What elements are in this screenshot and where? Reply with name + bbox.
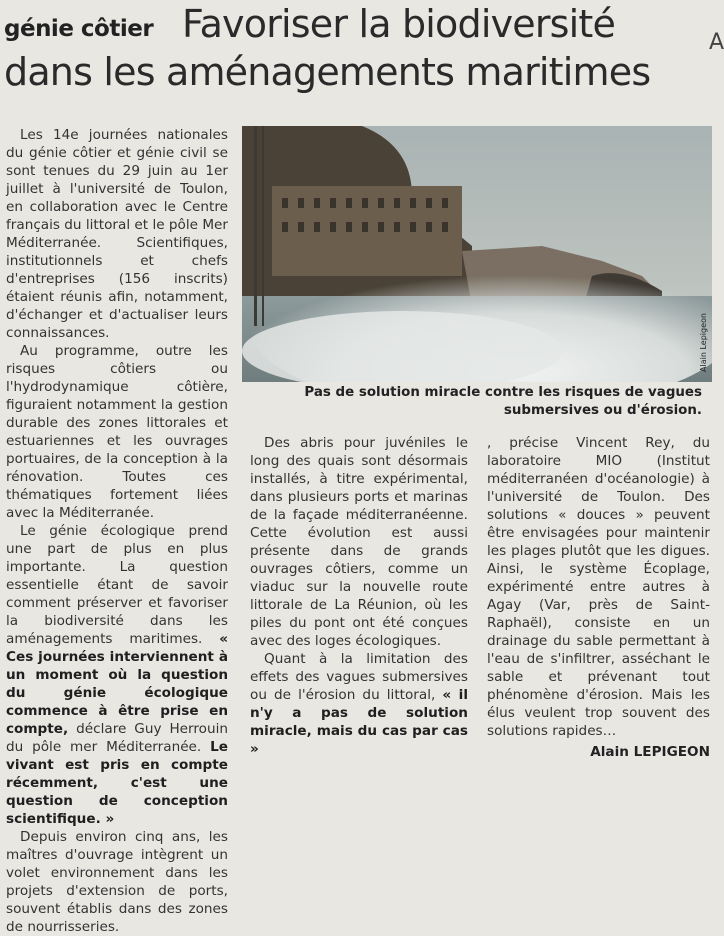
paragraph-programme: Au programme, outre les risques côtiers ou l'hydrodynamique côtière, figuraient notamment la gestion durable des zones littorales et estuariennes et les ouvrages portuaires, de la conception à la rénovation. Toutes ces thématiques fortement liées avec la Méditerranée. [6,343,228,521]
photo-credit: Alain Lepigeon [699,313,708,372]
quote-herrouin-1: « Ces journées interviennent à un moment où la question du génie écologique commence à être prise en compte, [6,631,228,737]
limitation-text: Quant à la limitation des effets des vagues submersives ou de l'érosion du littoral, [250,651,468,703]
article-column-1 [6,126,228,936]
headline-line-1: Favoriser la biodiversité [182,2,616,46]
article-column-3 [487,434,710,740]
paragraph-limitation [250,650,468,758]
quote-herrouin-2: Le vivant est pris en compte récemment, c'est une question de conception scientifique. » [6,739,228,827]
paragraph-ecology [6,522,228,828]
quote-rey: « il n'y a pas de solution miracle, mais du cas par cas » [250,687,468,757]
author-byline: Alain LEPIGEON [590,744,710,760]
paragraph-abris: Des abris pour juvéniles le long des quais sont désormais installés, à titre expérimental, dans plusieurs ports et marinas de la façade méditerranéenne. Cette évolution est aussi présente dans de grands ouvrages côtiers, comme un viaduc sur la nouvelle route littorale de La Réunion, où les piles du pont ont été conçues avec des loges écologiques. [250,435,468,649]
paragraph-maitres-ouvrage: Depuis environ cinq ans, les maîtres d'ouvrage intègrent un volet environnement dans les projets d'extension de ports, souvent établis dans des zones de nourrisseries. [6,829,228,935]
page-edge-mark: A [708,30,724,55]
headline [4,0,650,96]
ecology-text: Le génie écologique prend une part de plus en plus importante. La question essentielle étant de savoir comment préserver et favoriser la biodiversité dans les aménagements maritimes. [6,523,228,647]
article-column-2 [250,434,468,758]
headline-line-2: dans les aménagements maritimes [4,50,651,94]
photo-breaking-waves [242,126,712,382]
article-photo [242,126,712,382]
photo-caption: Pas de solution miracle contre les risques de vagues submersives ou d'érosion. [304,385,702,418]
section-kicker: génie côtier [4,16,154,42]
paragraph-solutions: , précise Vincent Rey, du laboratoire MIO (Institut méditerranéen d'océanologie) à l'université de Toulon. Des solutions « douces » peuvent être envisagées pour maintenir les plages plutôt que les digues. Ainsi, le système Écoplage, expérimenté entre autres à Agay (Var, près de Saint-Raphaël), consiste en un drainage du sable permettant à l'eau de s'infiltrer, asséchant le sable et prévenant tout phénomène d'érosion. Mais les élus veulent trop souvent des solutions rapides… [487,435,710,739]
ecology-attribution: déclare Guy Herrouin du pôle mer Méditerranée. [6,721,228,755]
paragraph-intro: Les 14e journées nationales du génie côtier et génie civil se sont tenues du 29 juin au 1er juillet à l'université de Toulon, en collaboration avec le Centre français du littoral et le pôle Mer Méditerranée. Scientifiques, institutionnels et chefs d'entreprises (156 inscrits) étaient réunis afin, notamment, d'échanger et d'actualiser leurs connaissances. [6,127,228,341]
